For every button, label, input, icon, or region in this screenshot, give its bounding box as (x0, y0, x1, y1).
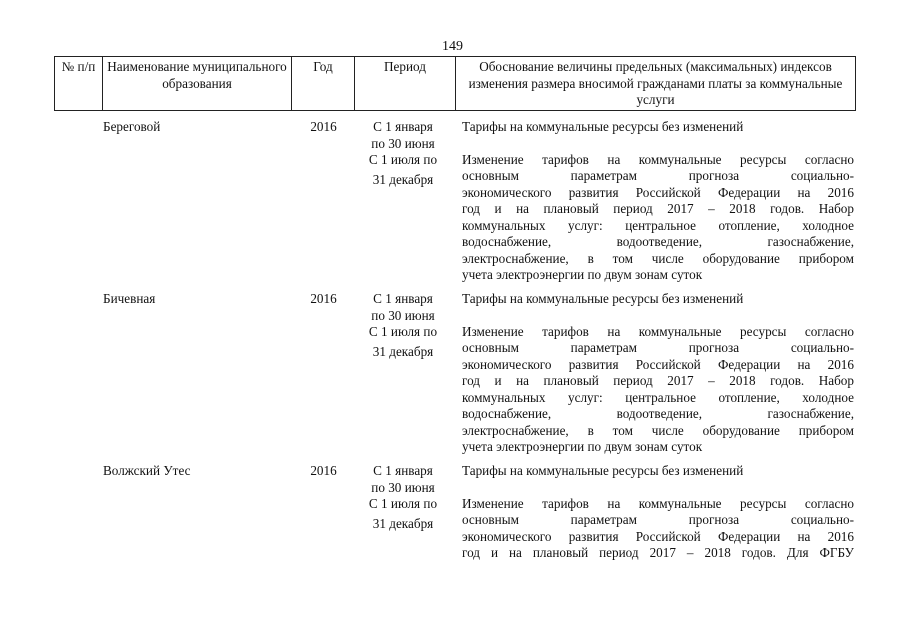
municipality-name: Волжский Утес (103, 463, 191, 478)
page-number: 149 (442, 39, 463, 54)
basis-cell (462, 291, 854, 456)
period-first-line2: по 30 июня (371, 479, 435, 495)
basis-line: основным параметрам прогноза социально- (462, 512, 854, 527)
period-cell (358, 463, 448, 532)
basis-line: водоснабжение, водоотведение, газоснабжение, (462, 234, 854, 249)
basis-no-change: Тарифы на коммунальные ресурсы без изменений (462, 291, 744, 306)
municipality-name: Береговой (103, 119, 161, 134)
header-num: № п/п (55, 57, 103, 111)
basis-paragraph (462, 496, 854, 562)
basis-line: экономического развития Российской Федерации на 2016 (462, 356, 854, 372)
basis-line: электроснабжение, в том числе оборудование прибором (462, 422, 854, 438)
basis-line: учета электроэнергии по двум зонам суток (462, 267, 703, 282)
period-first-line1: С 1 января (373, 119, 433, 134)
basis-line: основным параметрам прогноза социально- (462, 340, 854, 355)
basis-paragraph (462, 152, 854, 284)
period-second-line1: С 1 июля по (368, 496, 438, 511)
header-name: Наименование муниципального образования (103, 57, 292, 111)
header-basis: Обоснование величины предельных (максимальных) индексов изменения размера вносимой гражданами платы за коммунальные услуги (456, 57, 856, 111)
year-cell: 2016 (310, 291, 337, 306)
header-row (55, 57, 856, 111)
basis-paragraph (462, 324, 854, 456)
basis-line: год и на плановый период 2017 – 2018 годов. Для ФГБУ (462, 545, 854, 560)
header-year: Год (292, 57, 355, 111)
year-cell: 2016 (310, 119, 337, 134)
basis-line: Изменение тарифов на коммунальные ресурсы согласно (462, 323, 854, 339)
basis-cell (462, 119, 854, 284)
year-cell: 2016 (310, 463, 337, 478)
basis-no-change: Тарифы на коммунальные ресурсы без изменений (462, 463, 744, 478)
basis-line: экономического развития Российской Федерации на 2016 (462, 528, 854, 544)
basis-line: водоснабжение, водоотведение, газоснабжение, (462, 406, 854, 421)
period-cell (358, 291, 448, 360)
period-second-line1: С 1 июля по (368, 152, 438, 167)
basis-line: электроснабжение, в том числе оборудование прибором (462, 250, 854, 266)
basis-line: основным параметрам прогноза социально- (462, 168, 854, 183)
period-second-line2: 31 декабря (372, 515, 434, 531)
basis-line: коммунальных услуг: центральное отопление, холодное (462, 217, 854, 233)
basis-line: Изменение тарифов на коммунальные ресурсы согласно (462, 495, 854, 511)
table-header (54, 56, 856, 111)
basis-line: год и на плановый период 2017 – 2018 годов. Набор (462, 201, 854, 216)
period-first-line1: С 1 января (373, 463, 433, 478)
period-second-line1: С 1 июля по (368, 324, 438, 339)
basis-line: коммунальных услуг: центральное отопление, холодное (462, 389, 854, 405)
period-cell (358, 119, 448, 188)
basis-line: экономического развития Российской Федерации на 2016 (462, 184, 854, 200)
basis-line: Изменение тарифов на коммунальные ресурсы согласно (462, 151, 854, 167)
period-second-line2: 31 декабря (372, 343, 434, 359)
period-second-line2: 31 декабря (372, 171, 434, 187)
basis-line: учета электроэнергии по двум зонам суток (462, 439, 703, 454)
basis-line: год и на плановый период 2017 – 2018 годов. Набор (462, 373, 854, 388)
period-first-line2: по 30 июня (371, 307, 435, 323)
basis-no-change: Тарифы на коммунальные ресурсы без изменений (462, 119, 744, 134)
period-first-line2: по 30 июня (371, 135, 435, 151)
municipality-name: Бичевная (103, 291, 156, 306)
period-first-line1: С 1 января (373, 291, 433, 306)
header-period: Период (355, 57, 456, 111)
basis-cell (462, 463, 854, 562)
